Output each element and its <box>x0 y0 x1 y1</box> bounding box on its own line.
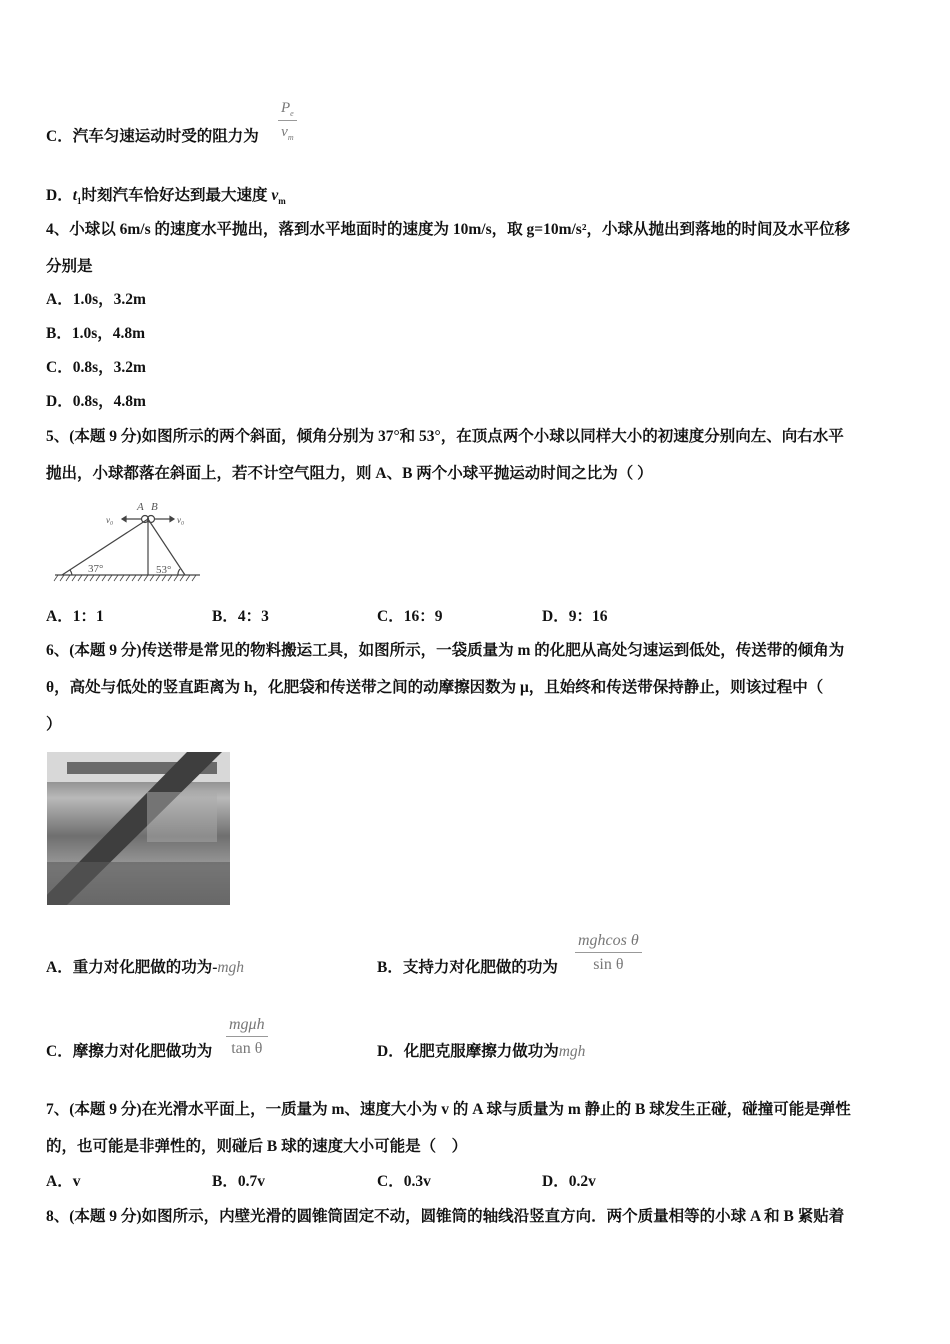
q7-option-c: C．0.3v <box>377 1173 431 1190</box>
q6-option-a <box>46 958 244 978</box>
q5-option-c: C．16：9 <box>377 608 443 625</box>
option-text: D．化肥克服摩擦力做功为 <box>377 1043 559 1060</box>
q7-stem-line2: 的，也可能是非弹性的，则碰后 B 球的速度大小可能是（ ） <box>46 1138 468 1155</box>
q5-stem-line2: 抛出，小球都落在斜面上，若不计空气阻力，则 A、B 两个小球平抛运动时间之比为（ ） <box>46 465 653 482</box>
q6-option-c: C．摩擦力对化肥做功为 <box>46 1043 213 1060</box>
q6-option-b: B．支持力对化肥做的功为 <box>377 959 558 976</box>
q8-stem-line1: 8、(本题 9 分)如图所示，内壁光滑的圆锥筒固定不动，圆锥筒的轴线沿竖直方向．两个质量相等的小球 A 和 B 紧贴着 <box>46 1208 845 1225</box>
q3-option-c-fraction <box>278 100 297 142</box>
q7-stem-line1: 7、(本题 9 分)在光滑水平面上，一质量为 m、速度大小为 v 的 A 球与质量为 m 静止的 B 球发生正碰，碰撞可能是弹性 <box>46 1101 851 1118</box>
conveyor-belt-image <box>47 752 230 905</box>
q7-option-d: D．0.2v <box>542 1173 596 1190</box>
denominator-sub: m <box>287 133 294 142</box>
angle-arc-37 <box>70 570 72 575</box>
numerator-sub: e <box>290 109 294 118</box>
q7-option-a: A．v <box>46 1173 81 1190</box>
label-angle-37: 37° <box>88 563 104 575</box>
label-v0-left: v₀ <box>106 515 114 525</box>
option-text: 时刻汽车恰好达到最大速度 <box>81 187 272 204</box>
q6-stem-line2: θ，高处与低处的竖直距离为 h，化肥袋和传送带之间的动摩擦因数为 μ，且始终和传送带保持静止，则该过程中（ <box>46 679 824 696</box>
q6-option-d <box>377 1042 585 1062</box>
q5-stem-line1: 5、(本题 9 分)如图所示的两个斜面，倾角分别为 37°和 53°，在顶点两个小球以同样大小的初速度分别向左、向右水平 <box>46 428 844 445</box>
q5-option-b: B．4：3 <box>212 608 269 625</box>
q3-option-d <box>46 186 286 211</box>
label-v0-right: v₀ <box>177 515 185 525</box>
option-math: mgh <box>558 1043 586 1060</box>
q3-option-c <box>46 127 259 147</box>
v-symbol: v <box>271 187 279 204</box>
numerator: mghcos θ <box>575 932 642 953</box>
v-sub: m <box>278 196 286 207</box>
option-math: mgh <box>217 959 245 976</box>
option-text: A．重力对化肥做的功为- <box>46 959 218 976</box>
q4-option-a: A．1.0s，3.2m <box>46 291 146 308</box>
q6-option-c-fraction <box>226 1016 268 1058</box>
q4-option-c: C．0.8s，3.2m <box>46 359 146 376</box>
ground-hatching <box>54 575 196 581</box>
incline-diagram <box>50 496 205 588</box>
q6-option-b-fraction <box>575 932 642 974</box>
conveyor-belt-photo <box>47 752 230 905</box>
q6-stem-line1: 6、(本题 9 分)传送带是常见的物料搬运工具，如图所示，一袋质量为 m 的化肥从高处匀速运到低处，传送带的倾角为 <box>46 642 845 659</box>
angle-arc-53 <box>178 569 180 575</box>
denominator: sin θ <box>593 956 624 973</box>
numerator: P <box>281 100 291 116</box>
denominator: v <box>281 124 288 140</box>
q6-stem-line3: ） <box>46 716 62 733</box>
t-sub: 1 <box>77 196 82 207</box>
q4-stem-line2: 分别是 <box>46 258 93 275</box>
q7-option-b: B．0.7v <box>212 1173 265 1190</box>
label-a: A <box>137 501 144 513</box>
label-angle-53: 53° <box>156 564 172 576</box>
t-symbol: t <box>72 187 78 204</box>
q5-option-d: D．9：16 <box>542 608 608 625</box>
q4-stem-line1: 4、小球以 6m/s 的速度水平抛出，落到水平地面时的速度为 10m/s，取 g=10m/s²，小球从抛出到落地的时间及水平位移 <box>46 221 850 238</box>
incline-37 <box>62 519 148 575</box>
q4-option-d: D．0.8s，4.8m <box>46 393 146 410</box>
q5-option-a: A．1：1 <box>46 608 104 625</box>
label-b: B <box>151 501 158 513</box>
option-letter: D． <box>46 187 73 204</box>
q4-option-b: B．1.0s，4.8m <box>46 325 146 342</box>
denominator: tan θ <box>231 1040 263 1057</box>
numerator: mgμh <box>226 1016 268 1037</box>
option-text: C．汽车匀速运动时受的阻力为 <box>46 128 259 145</box>
